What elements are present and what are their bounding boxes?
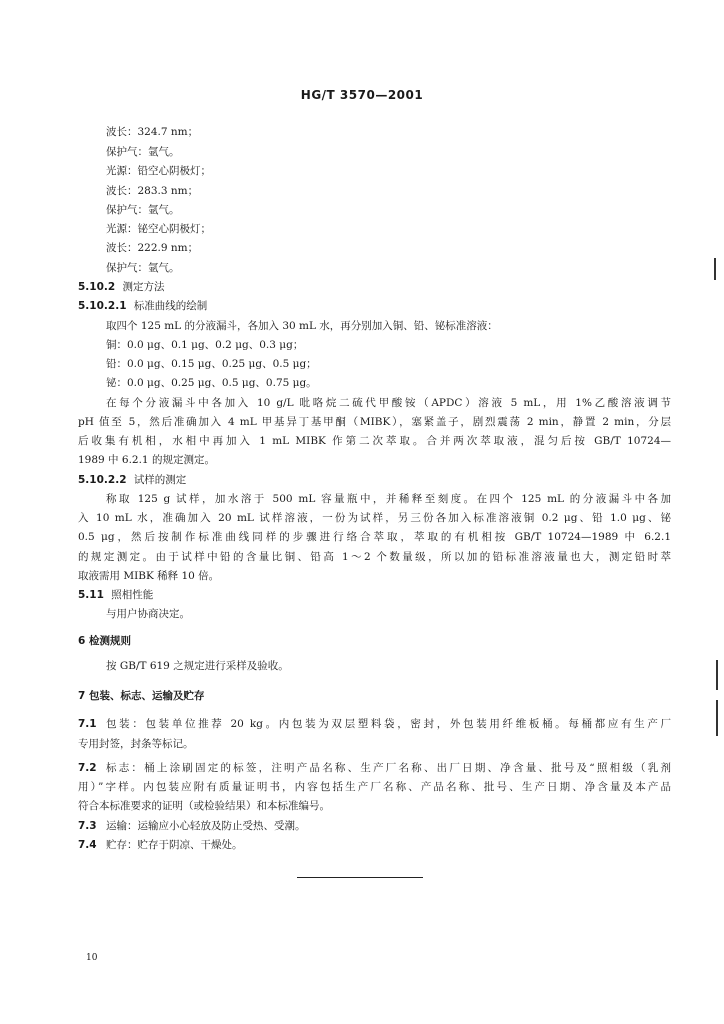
section-7-1-text: 专用封签，封条等标记。	[78, 738, 194, 750]
section-7-1-text: 包装：包装单位推荐 20 kg。内包装为双层塑料袋，密封，外包装用纤维板桶。每桶都应有生产厂	[106, 718, 671, 730]
curve-text-line: 铅：0.0 μg、0.15 μg、0.25 μg、0.5 μg；	[106, 358, 317, 370]
section-5-10-2-2-heading	[78, 473, 186, 487]
section-7-1-number: 7.1	[78, 718, 97, 730]
curve-text-line: 取四个 125 mL 的分液漏斗，各加入 30 mL 水，再分别加入铜、铅、铋标准溶液：	[106, 320, 498, 332]
scan-edge-mark	[716, 660, 718, 690]
curve-text-line: 铋：0.0 μg、0.25 μg、0.5 μg、0.75 μg。	[106, 377, 317, 389]
sample-text-line: 称取 125 g 试样，加水溶于 500 mL 容量瓶中，并稀释至刻度。在四个 125 mL 的分液漏斗中各加	[106, 493, 671, 505]
section-7-3-number: 7.3	[78, 820, 97, 832]
scan-edge-mark	[714, 258, 716, 280]
param-line: 保护气：氩气。	[106, 146, 180, 158]
section-label: 标准曲线的绘制	[133, 300, 208, 312]
sample-text-line: 取液需用 MIBK 稀释 10 倍。	[78, 570, 220, 582]
section-7-4-text: 贮存：贮存于阴凉、干燥处。	[106, 839, 243, 851]
param-line: 波长：324.7 nm；	[106, 126, 199, 138]
sample-text-line: 的规定测定。由于试样中铅的含量比铜、铅高 1～2 个数量级，所以加的铅标准溶液量也大，测定铅时萃	[78, 551, 671, 563]
curve-text-line: 在每个分液漏斗中各加入 10 g/L 吡咯烷二硫代甲酸铵（APDC）溶液 5 mL，用 1%乙酸溶液调节	[106, 397, 671, 409]
param-line: 波长：283.3 nm；	[106, 185, 199, 197]
section-number: 5.11	[78, 589, 104, 601]
section-label: 照相性能	[111, 589, 154, 601]
section-6-text: 按 GB/T 619 之规定进行采样及验收。	[106, 660, 289, 672]
sample-text-line: 入 10 mL 水，准确加入 20 mL 试样溶液，一份为试样，另三份各加入标准溶液铜 0.2 μg、铅 1.0 μg、铋	[78, 512, 671, 524]
param-line: 光源：铋空心阴极灯；	[106, 223, 211, 235]
section-label: 测定方法	[122, 281, 165, 293]
curve-text-line: 1989 中 6.2.1 的规定测定。	[78, 454, 215, 466]
section-5-11-heading	[78, 588, 153, 602]
section-number: 5.10.2.1	[78, 300, 127, 312]
section-number: 5.10.2	[78, 281, 116, 293]
standard-number-header: HG/T 3570—2001	[300, 88, 424, 102]
section-number: 5.10.2.2	[78, 474, 127, 486]
section-7-2-text: 符合本标准要求的证明（或检验结果）和本标准编号。	[78, 800, 330, 812]
photo-text: 与用户协商决定。	[106, 608, 190, 620]
section-7-2-text: 用）”字样。内包装应附有质量证明书，内容包括生产厂名称、产品名称、批号、生产日期、净含量及本产品	[78, 781, 671, 793]
section-5-10-2-1-heading	[78, 299, 207, 313]
section-7-2-number: 7.2	[78, 762, 97, 774]
section-6-heading: 6 检测规则	[78, 635, 131, 647]
end-rule	[297, 877, 423, 878]
curve-text-line: 后收集有机相，水相中再加入 1 mL MIBK 作第二次萃取。合并两次萃取液，混匀后按 GB/T 10724—	[78, 435, 671, 447]
page-number: 10	[86, 953, 98, 963]
scan-edge-mark	[716, 700, 718, 736]
param-line: 光源：铅空心阴极灯；	[106, 165, 211, 177]
section-7-2-text: 标志：桶上涂刷固定的标签，注明产品名称、生产厂名称、出厂日期、净含量、批号及“照相级（乳剂	[106, 762, 671, 774]
sample-text-line: 0.5 μg，然后按制作标准曲线同样的步骤进行络合萃取，萃取的有机相按 GB/T 10724—1989 中 6.2.1	[78, 531, 671, 543]
section-7-3-text: 运输：运输应小心轻放及防止受热、受潮。	[106, 820, 306, 832]
param-line: 保护气：氩气。	[106, 262, 180, 274]
section-7-heading: 7 包装、标志、运输及贮存	[78, 690, 205, 702]
curve-text-line: 铜：0.0 μg、0.1 μg、0.2 μg、0.3 μg；	[106, 339, 304, 351]
section-7-4-number: 7.4	[78, 839, 97, 851]
param-line: 保护气：氩气。	[106, 204, 180, 216]
section-label: 试样的测定	[133, 474, 187, 486]
section-5-10-2-heading	[78, 280, 165, 294]
curve-text-line: pH 值至 5，然后准确加入 4 mL 甲基异丁基甲酮（MIBK），塞紧盖子，剧烈震荡 2 min，静置 2 min，分层	[78, 416, 671, 428]
param-line: 波长：222.9 nm；	[106, 242, 199, 254]
